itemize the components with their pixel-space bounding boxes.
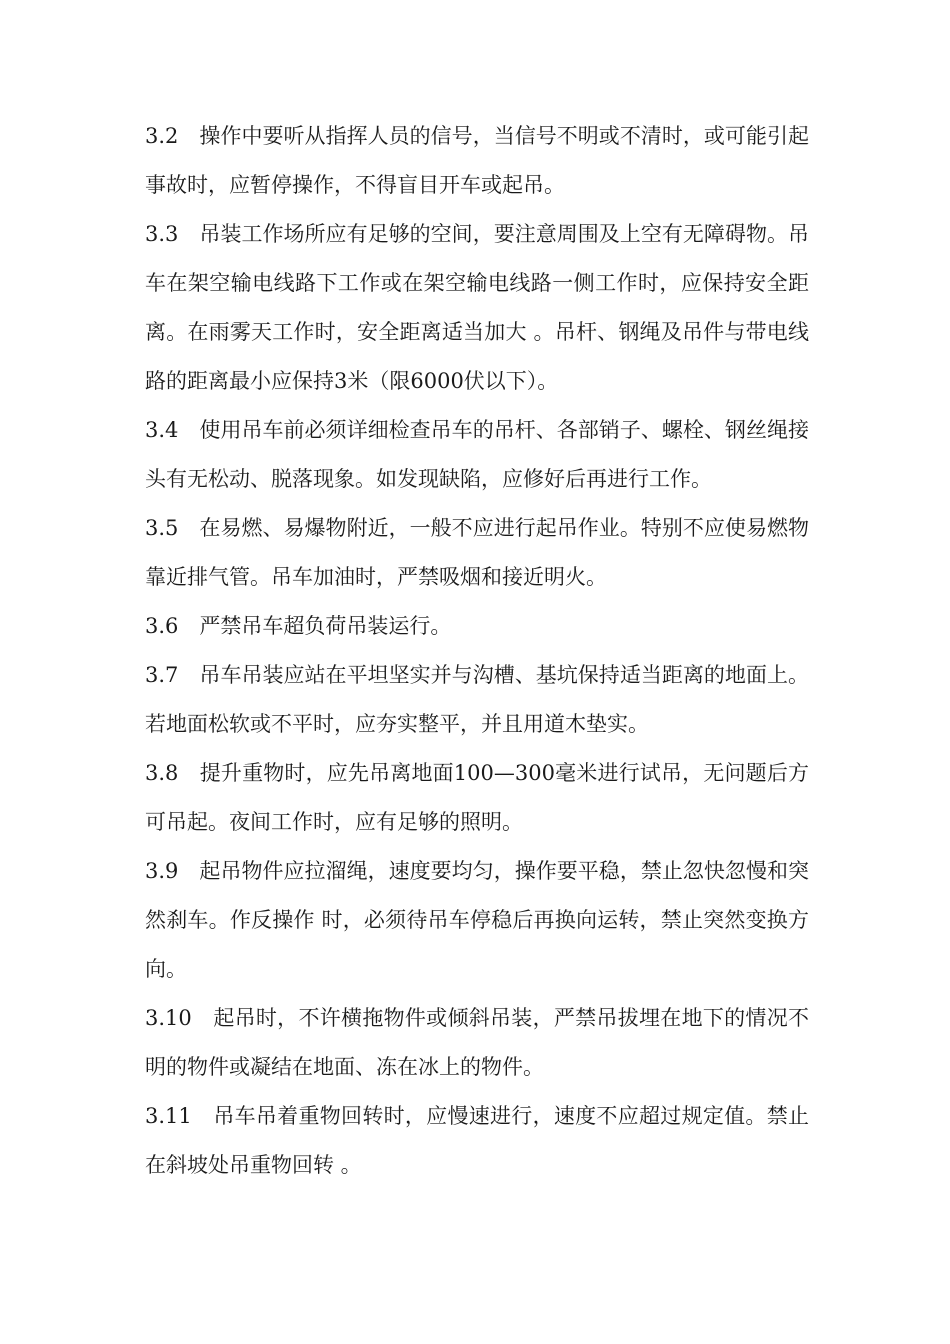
document-body (145, 112, 809, 1190)
paragraph-3-11: 3.11 吊车吊着重物回转时，应慢速进行，速度不应超过规定值。禁止在斜坡处吊重物回转 。 (145, 1104, 809, 1177)
paragraph-3-8: 3.8 提升重物时，应先吊离地面100—300毫米进行试吊，无问题后方可吊起。夜间工作时，应有足够的照明。 (145, 761, 809, 834)
paragraph-3-7: 3.7 吊车吊装应站在平坦坚实并与沟槽、基坑保持适当距离的地面上。若地面松软或不平时，应夯实整平，并且用道木垫实。 (145, 663, 809, 736)
paragraph-3-5: 3.5 在易燃、易爆物附近，一般不应进行起吊作业。特别不应使易燃物靠近排气管。吊车加油时，严禁吸烟和接近明火。 (145, 516, 809, 589)
paragraph-3-10: 3.10 起吊时，不许横拖物件或倾斜吊装，严禁吊拔埋在地下的情况不明的物件或凝结在地面、冻在冰上的物件。 (145, 1006, 809, 1079)
paragraph-3-6: 3.6 严禁吊车超负荷吊装运行。 (145, 614, 452, 638)
paragraph-3-3: 3.3 吊装工作场所应有足够的空间，要注意周围及上空有无障碍物。吊车在架空输电线路下工作或在架空输电线路一侧工作时，应保持安全距离。在雨雾天工作时，安全距离适当加大 。吊杆、钢绳及吊件与带电线路的距离最小应保持3米（限6000伏以下）。 (145, 222, 809, 393)
paragraph-3-2: 3.2 操作中要听从指挥人员的信号，当信号不明或不清时，或可能引起事故时，应暂停操作，不得盲目开车或起吊。 (145, 124, 809, 197)
paragraph-3-4: 3.4 使用吊车前必须详细检查吊车的吊杆、各部销子、螺栓、钢丝绳接头有无松动、脱落现象。如发现缺陷，应修好后再进行工作。 (145, 418, 809, 491)
paragraph-3-9: 3.9 起吊物件应拉溜绳，速度要均匀，操作要平稳，禁止忽快忽慢和突然刹车。作反操作 时，必须待吊车停稳后再换向运转，禁止突然变换方向。 (145, 859, 809, 981)
